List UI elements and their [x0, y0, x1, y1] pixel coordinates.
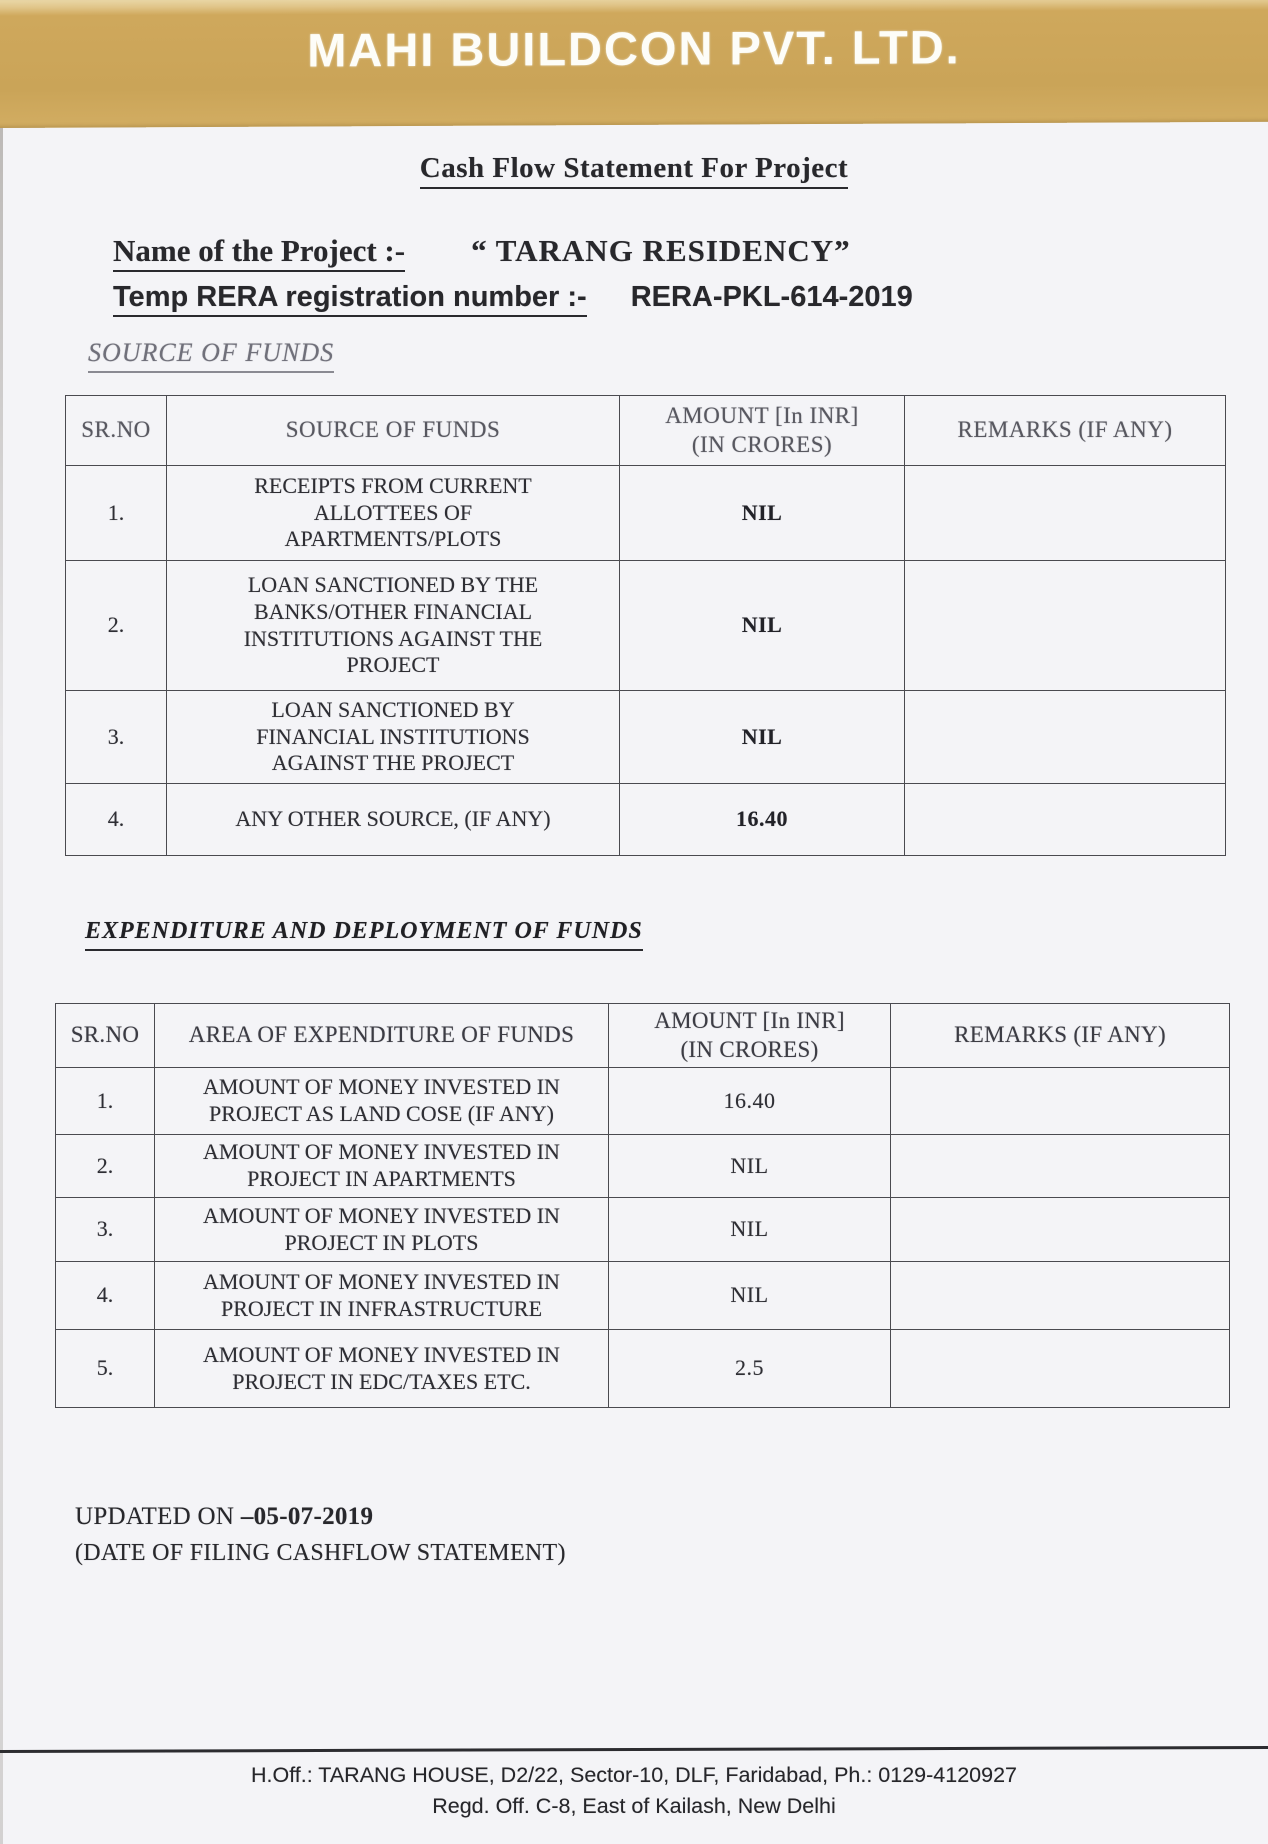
company-name: MAHI BUILDCON PVT. LTD.	[307, 20, 961, 77]
updated-on-prefix: UPDATED ON	[75, 1503, 241, 1530]
sr-cell: 3.	[56, 1198, 155, 1262]
header-remarks: REMARKS (IF ANY)	[891, 1004, 1230, 1068]
header-amount	[620, 396, 905, 466]
desc-cell: AMOUNT OF MONEY INVESTED IN PROJECT IN EDC/TAXES ETC.	[155, 1330, 609, 1408]
desc-cell: LOAN SANCTIONED BY FINANCIAL INSTITUTIONS AGAINST THE PROJECT	[167, 691, 620, 784]
updated-on-date: –05-07-2019	[240, 1503, 374, 1530]
sr-cell: 5.	[56, 1330, 155, 1408]
amount-cell: NIL	[620, 691, 905, 784]
sr-cell: 4.	[66, 784, 167, 856]
amount-cell: NIL	[620, 561, 905, 691]
rera-label: Temp RERA registration number :-	[113, 281, 587, 317]
header-area-of-expenditure: AREA OF EXPENDITURE OF FUNDS	[155, 1004, 609, 1068]
table-header-row	[66, 396, 1226, 466]
remarks-cell	[891, 1068, 1230, 1135]
updated-on-caption: (DATE OF FILING CASHFLOW STATEMENT)	[75, 1540, 566, 1566]
amount-cell: 2.5	[609, 1330, 891, 1408]
amount-cell: NIL	[609, 1198, 891, 1262]
table-row	[56, 1135, 1230, 1198]
header-source-of-funds: SOURCE OF FUNDS	[167, 396, 620, 466]
desc-cell: AMOUNT OF MONEY INVESTED IN PROJECT IN PLOTS	[155, 1198, 609, 1262]
sr-cell: 2.	[66, 561, 167, 691]
table-header-row	[56, 1004, 1230, 1068]
amount-cell: NIL	[609, 1135, 891, 1198]
sr-cell: 1.	[66, 466, 167, 561]
remarks-cell	[891, 1135, 1230, 1198]
desc-cell: AMOUNT OF MONEY INVESTED IN PROJECT IN APARTMENTS	[155, 1135, 609, 1198]
desc-cell: LOAN SANCTIONED BY THE BANKS/OTHER FINANCIAL INSTITUTIONS AGAINST THE PROJECT	[167, 561, 620, 691]
expenditure-heading: EXPENDITURE AND DEPLOYMENT OF FUNDS	[85, 918, 643, 951]
table-row	[56, 1262, 1230, 1330]
desc-cell: RECEIPTS FROM CURRENT ALLOTTEES OF APARTMENTS/PLOTS	[167, 466, 620, 561]
desc-cell: AMOUNT OF MONEY INVESTED IN PROJECT AS LAND COSE (IF ANY)	[155, 1068, 609, 1135]
sr-cell: 2.	[56, 1135, 155, 1198]
table-row	[56, 1068, 1230, 1135]
remarks-cell	[905, 691, 1226, 784]
remarks-cell	[891, 1330, 1230, 1408]
header-amount	[609, 1004, 891, 1068]
source-of-funds-heading: SOURCE OF FUNDS	[88, 338, 334, 373]
remarks-cell	[905, 466, 1226, 561]
header-amount-line2: (IN CRORES)	[680, 1036, 819, 1062]
footer-address-block	[0, 1760, 1268, 1822]
header-amount-line1: AMOUNT [In INR]	[665, 403, 859, 429]
footer-address-line2: Regd. Off. C-8, East of Kailash, New Delhi	[432, 1794, 836, 1819]
rera-value: RERA-PKL-614-2019	[630, 281, 913, 313]
header-sr-no: SR.NO	[56, 1004, 155, 1068]
table-row	[56, 1198, 1230, 1262]
source-of-funds-table	[65, 395, 1226, 856]
sr-cell: 1.	[56, 1068, 155, 1135]
remarks-cell	[891, 1198, 1230, 1262]
document-title	[0, 152, 1268, 185]
company-banner	[0, 0, 1268, 128]
header-amount-line2: (IN CRORES)	[691, 431, 833, 457]
table-row	[66, 466, 1226, 561]
amount-cell: 16.40	[609, 1068, 891, 1135]
header-remarks: REMARKS (IF ANY)	[905, 396, 1226, 466]
sr-cell: 4.	[56, 1262, 155, 1330]
amount-cell: NIL	[609, 1262, 891, 1330]
remarks-cell	[905, 784, 1226, 856]
amount-cell: 16.40	[620, 784, 905, 856]
document-title-text: Cash Flow Statement For Project	[420, 152, 848, 189]
rera-number-row	[113, 281, 913, 314]
desc-cell: AMOUNT OF MONEY INVESTED IN PROJECT IN INFRASTRUCTURE	[155, 1262, 609, 1330]
table-row	[66, 561, 1226, 691]
footer-address-line1: H.Off.: TARANG HOUSE, D2/22, Sector-10, DLF, Faridabad, Ph.: 0129-4120927	[250, 1763, 1017, 1787]
amount-cell: NIL	[620, 466, 905, 561]
desc-cell: ANY OTHER SOURCE, (IF ANY)	[167, 784, 620, 856]
header-sr-no: SR.NO	[66, 396, 167, 466]
table-row	[56, 1330, 1230, 1408]
header-amount-line1: AMOUNT [In INR]	[654, 1008, 845, 1034]
footer-divider	[0, 1746, 1268, 1752]
table-row	[66, 784, 1226, 856]
project-name-row	[113, 233, 851, 269]
scan-edge-artifact	[0, 0, 3, 1844]
remarks-cell	[905, 561, 1226, 691]
sr-cell: 3.	[66, 691, 167, 784]
project-name-value: “ TARANG RESIDENCY”	[471, 233, 851, 268]
expenditure-table	[55, 1003, 1230, 1408]
updated-on-line	[75, 1503, 373, 1531]
table-row	[66, 691, 1226, 784]
remarks-cell	[891, 1262, 1230, 1330]
project-name-label: Name of the Project :-	[113, 233, 405, 272]
